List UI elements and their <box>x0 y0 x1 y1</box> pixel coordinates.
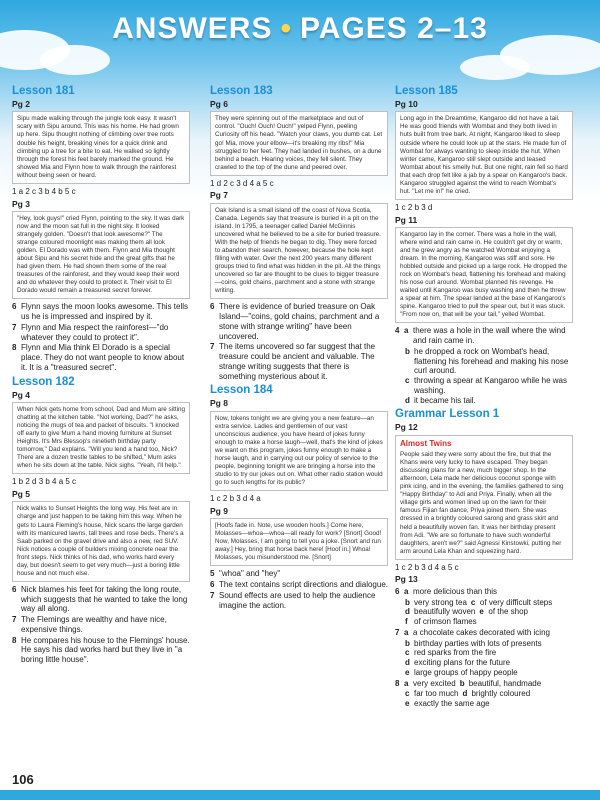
passage-text: People said they were sorry about the fire, but that the Khans were very lucky to have escaped. They began discussing plans for a new, much bigger shop. In the afternoon, Lela made her delicious coconut sponge with pink icing, and in the evening, the families gathered to sing "Happy Birthday" to Adi and Priya. Finally, when all the village girls and women lined up on the lawn for their famous Fijian fan dance, Priya joined them. She was dressed in a brightly coloured sarong and grass skirt and held a beautifully woven fan. It was her birthday present from Adi. "We are so fortunate to have such wonderful daughters, aren't we?" said Agnessi Kinstowki, putting her arm around Lela Khan and squeezing hard. <box>400 451 564 555</box>
answer-subitem: d it became his tail. <box>405 395 476 405</box>
answer-item: 7 The items uncovered so far suggest that the treasure could be ancient and valuable. The strange writing suggests that there is something mysterious about it. <box>210 342 376 381</box>
column-3 <box>395 82 573 709</box>
page-label: Pg 5 <box>12 489 30 500</box>
answer-line: 1 c 2 b 3 d 4 a 5 c <box>395 562 459 572</box>
answer-item: 8 Flynn and Mia think El Dorado is a special place. They do not want people to know about it. It is a "treasured secret". <box>12 343 185 372</box>
answer-subitem: e large groups of happy people <box>405 667 518 677</box>
passage-box: Long ago in the Dreamtime, Kangaroo did not have a tail. He was good friends with Wombat and they both lived in huts built from tree bark. At night, Kangaroo liked to sleep outside where he could look up at the stars. He made fun of Wombat for always wanting to sleep inside the hut. When winter came, Kangaroo still slept outside and teased Wombat about his smelly hut. But one night, rain fell so hard that each drop felt like a jab by a spear on Kangaroo's back. Kangaroo struggled against the wind to reach Wombat's hut. "Let me in!" he cried. <box>395 111 573 199</box>
page-label: Pg 13 <box>395 574 418 585</box>
answer-subitem: b birthday parties with lots of presents <box>405 638 542 648</box>
passage-box: Now, tokens tonight we are giving you a new feature—an extra service. Ladies and gentlemen of our vast unconscious audience, you have heard of jokes funny enough to make a horse laugh—well, that's the kind of jokes we want on this program, jokes funny enough to make a horse laugh, and in carrying out our policy of service to the people, beginning tonight we are bringing a horse into the studio to try our jokes out on. What other radio station would go to such lengths for its public? <box>210 411 388 491</box>
answer-item: 7 Sound effects are used to help the audience imagine the action. <box>210 590 376 610</box>
lesson-title: Lesson 181 <box>12 85 75 97</box>
answer-item: 7 Flynn and Mia respect the rainforest—"do whatever they could to protect it". <box>12 322 169 342</box>
header-answers: ANSWERS <box>112 12 273 45</box>
column-1 <box>12 82 190 666</box>
answer-item: 8 He compares his house to the Flemings' house. He says his dad works hard but they live in "a boring little house". <box>12 635 190 665</box>
answer-item: 7 The Flemings are wealthy and have nice, expensive things. <box>12 615 167 634</box>
page-label: Pg 3 <box>12 198 30 209</box>
page-label: Pg 4 <box>12 389 30 400</box>
answer-item: 6 Nick blames his feet for taking the long route, which suggests that he wanted to take the long way all along. <box>12 584 188 614</box>
passage-box: Sipu made walking through the jungle look easy. It wasn't scary with Sipu around. This was his home. He had grown up here. Sipu thought nothing of climbing over tree roots double his height, breaking vines for a quick drink and climbing up a tree for a bite to eat. He walked so lightly through the forest his feet barely marked the ground. He showed Mia and Flynn how to walk through the rainforest without being seen or heard. <box>12 111 190 183</box>
page-label: Pg 2 <box>12 99 30 110</box>
lesson-title: Lesson 185 <box>395 85 458 97</box>
page-label: Pg 7 <box>210 190 228 201</box>
answer-subitem: b he dropped a rock on Wombat's head, flattening his forehead and making his nose curl around. <box>405 346 569 376</box>
page-label: Pg 8 <box>210 398 228 409</box>
page-label: Pg 10 <box>395 99 418 110</box>
passage-title: Almost Twins <box>400 438 452 448</box>
answer-item: 5 "whoa" and "hey" <box>210 569 281 579</box>
answer-item: 6 a more delicious than this <box>395 586 498 596</box>
passage-box <box>395 435 573 560</box>
answer-subitem: d beautifully woven e of the shop <box>405 607 528 617</box>
answer-subitem: d exciting plans for the future <box>405 658 511 668</box>
passage-box: Oak Island is a small island off the coast of Nova Scotia, Canada. Legends say that treasure is buried in a pit on the island. In 1795, a teenager called Daniel McGinnis uncovered what he believed to be a site for buried treasure. With the help of friends he began to dig. They were forced to abandon their search, however, because the hole kept filling with water. Over the next 200 years many different groups tried to find what was hidden in the pit. All the things uncovered so far are thought to be clues to bigger treasure—coins, gold chains, parchment and a stone with strange writing. <box>210 203 388 300</box>
page-number: 106 <box>12 772 34 787</box>
passage-box: [Hoofs fade in. Note, use wooden hoofs.] Come here, Molasses—whoa—whoa—all ready for work? [Snort] Good! Now, Molasses, I am going to tell you a joke. [Snort and run away.] Hey, bring that horse back here! [Hoof in.] Whoa! Molasses, you misunderstood me. [Snort] <box>210 518 388 566</box>
answer-item: 8 a very excited b beautiful, handmade <box>395 678 542 688</box>
answer-line: 1 a 2 c 3 b 4 b 5 c <box>12 186 76 196</box>
answer-item: 6 There is evidence of buried treasure on Oak Island—"coins, gold chains, parchment and a stone with strange writing" have been uncovered. <box>210 302 380 341</box>
answer-subitem: e exactly the same age <box>405 699 490 709</box>
page-label: Pg 9 <box>210 505 228 516</box>
bottom-bar <box>0 790 600 800</box>
passage-box: When Nick gets home from school, Dad and Mum are sitting chatting at the kitchen table. "Not working, Dad?" he asks, noticing the mugs of tea and packet of biscuits. "I knocked off early to give Mum a hand moving furniture at Sunset Heights. It's Mrs Blessop's ninetieth birthday party tomorrow," Dad explains. "Will you lend a hand too, Nick? There are a dozen trestle tables to be shifted," Mum asks when he sits down at the table. Nick sighs. "Yeah, I'll help." <box>12 402 190 474</box>
bullet-icon: • <box>280 12 292 45</box>
answer-subitem: f of crimson flames <box>405 617 477 627</box>
passage-box: They were spinning out of the marketplace and out of control. "Ouch! Ouch! Ouch!" yelped Flynn, peeling Curiosity off his head. "Watch your claws, you dumb cat. Let go! Mia, move your elbow—it's breaking my ribs!" Mia struggled to her feet. They had landed in bushes, on a dune behind a beach. Hearing voices, they fell silent. They crawled to the top of the dune and peered over. <box>210 111 388 175</box>
answer-line: 1 d 2 c 3 d 4 a 5 c <box>210 178 274 188</box>
header-pages: PAGES 2–13 <box>299 12 488 45</box>
passage-box: "Hey, look guys!" cried Flynn, pointing to the sky. It was dark now and the moon sat full in the night sky. It looked strangely golden. "Doesn't that look awesome?" The strange coloured moonlight was making them all look golden. El Dorado was with them. Flynn and Mia thought about Sipu and his secret hide and the great gifts that he had given them. He had shown them some of the real treasures of the rainforest, and they would keep their word and do whatever they could to protect it. Their visit to El Dorado would remain a treasured secret forever. <box>12 211 190 299</box>
lesson-title: Lesson 184 <box>210 384 273 397</box>
answer-subitem: c red sparks from the fire <box>405 648 497 658</box>
page-label: Pg 12 <box>395 422 418 433</box>
answer-item: 6 The text contains script directions and dialogue. <box>210 580 388 590</box>
answer-subitem: c throwing a spear at Kangaroo while he was washing. <box>405 376 567 395</box>
answer-item: 4 a there was a hole in the wall where the wind and rain came in. <box>395 326 566 346</box>
answer-line: 1 c 2 b 3 d <box>395 202 433 212</box>
page-label: Pg 6 <box>210 99 228 110</box>
passage-box: Nick walks to Sunset Heights the long way. His feet are in charge and just happen to be taking him this way. When he gets to Laura Fleming's house, Nick scans the large garden with its manicured lawns, tall trees and rose beds. There's a Saab parked on the gravel drive and also a new, red SUV. Nick notices a couple of builders mixing concrete near the front steps. Nick thinks of his dad, who works hard every day, but doesn't seem to get very much—just a boring little house and not much else. <box>12 501 190 581</box>
answer-line: 1 b 2 d 3 b 4 a 5 c <box>12 477 77 487</box>
page-header <box>0 12 600 72</box>
lesson-title: Grammar Lesson 1 <box>395 408 500 421</box>
passage-box: Kangaroo lay in the corner. There was a hole in the wall, where wind and rain came in. He couldn't get dry or warm, and he grew angry as he watched Wombat enjoying a dream. In the morning, Kangaroo was stiff and sore. He hobbled outside and picked up a large rock. He dropped the rock on Wombat's head, flattening his forehead and making his nose curl around. Wombat planned his revenge. He waited until Kangaroo was busy washing and then he threw a spear at him. The spear landed at the base of Kangaroo's spine. Kangaroo tried to pull the spear out, but it was stuck. "From now on, that will be your tail," yelled Wombat. <box>395 227 573 324</box>
column-2 <box>210 82 388 611</box>
lesson-title: Lesson 182 <box>12 375 75 388</box>
answer-item: 7 a a chocolate cakes decorated with icing <box>395 627 550 637</box>
page-label: Pg 11 <box>395 214 418 225</box>
answer-subitem: b very strong tea c of very difficult steps <box>405 597 553 607</box>
answer-item: 6 Flynn says the moon looks awesome. This tells us he is impressed and inspired by it. <box>12 302 189 322</box>
lesson-title: Lesson 183 <box>210 85 273 97</box>
answer-subitem: c far too much d brightly coloured <box>405 689 531 699</box>
answer-line: 1 c 2 b 3 d 4 a <box>210 494 261 504</box>
